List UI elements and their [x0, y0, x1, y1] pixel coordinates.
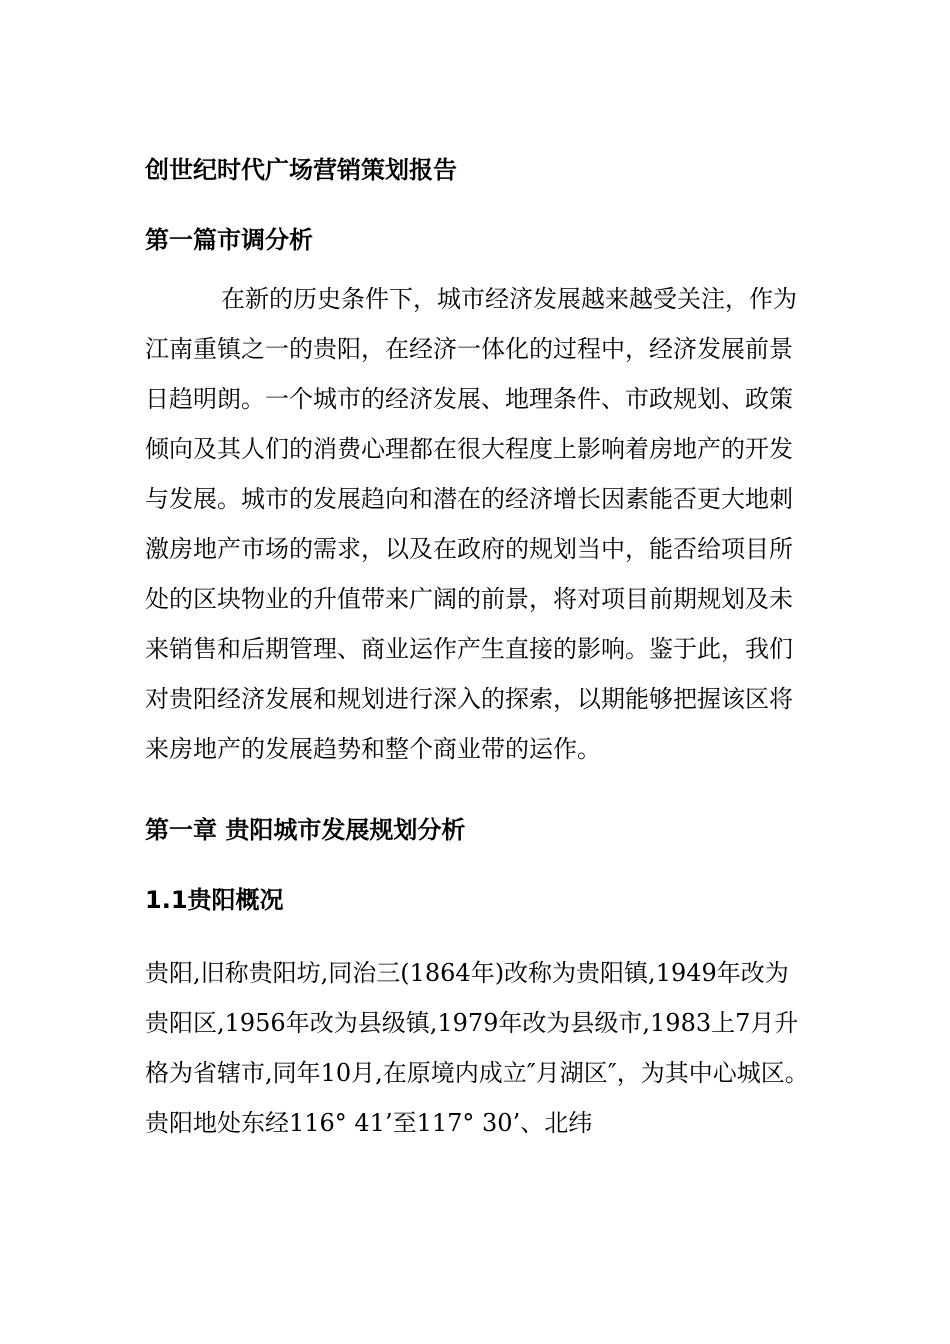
intro-paragraph: 在新的历史条件下，城市经济发展越来越受关注，作为江南重镇之一的贵阳，在经济一体化的过程中，经济发展前景日趋明朗。一个城市的经济发展、地理条件、市政规划、政策倾向及其人们的消费心理都在很大程度上影响着房地产的开发与发展。城市的发展趋向和潜在的经济增长因素能否更大地刺激房地产市场的需求，以及在政府的规划当中，能否给项目所处的区块物业的升值带来广阔的前景，将对项目前期规划及未来销售和后期管理、商业运作产生直接的影响。鉴于此，我们对贵阳经济发展和规划进行深入的探索，以期能够把握该区将来房地产的发展趋势和整个商业带的运作。	[145, 285, 797, 763]
section-paragraph: 贵阳,旧称贵阳坊,同治三(1864年)改称为贵阳镇,1949年改为贵阳区,1956年改为县级镇,1979年改为县级市,1983上7月升格为省辖市,同年10月,在原境内成立″月湖区″，为其中心城区。贵阳地处东经116° 41’至117° 30’、北纬	[145, 959, 809, 1137]
section-title: 1.1贵阳概况	[145, 886, 284, 914]
part-title: 第一篇市调分析	[145, 226, 313, 254]
chapter-title: 第一章 贵阳城市发展规划分析	[145, 816, 466, 844]
document-page	[145, 140, 810, 1148]
document-title: 创世纪时代广场营销策划报告	[145, 156, 457, 184]
